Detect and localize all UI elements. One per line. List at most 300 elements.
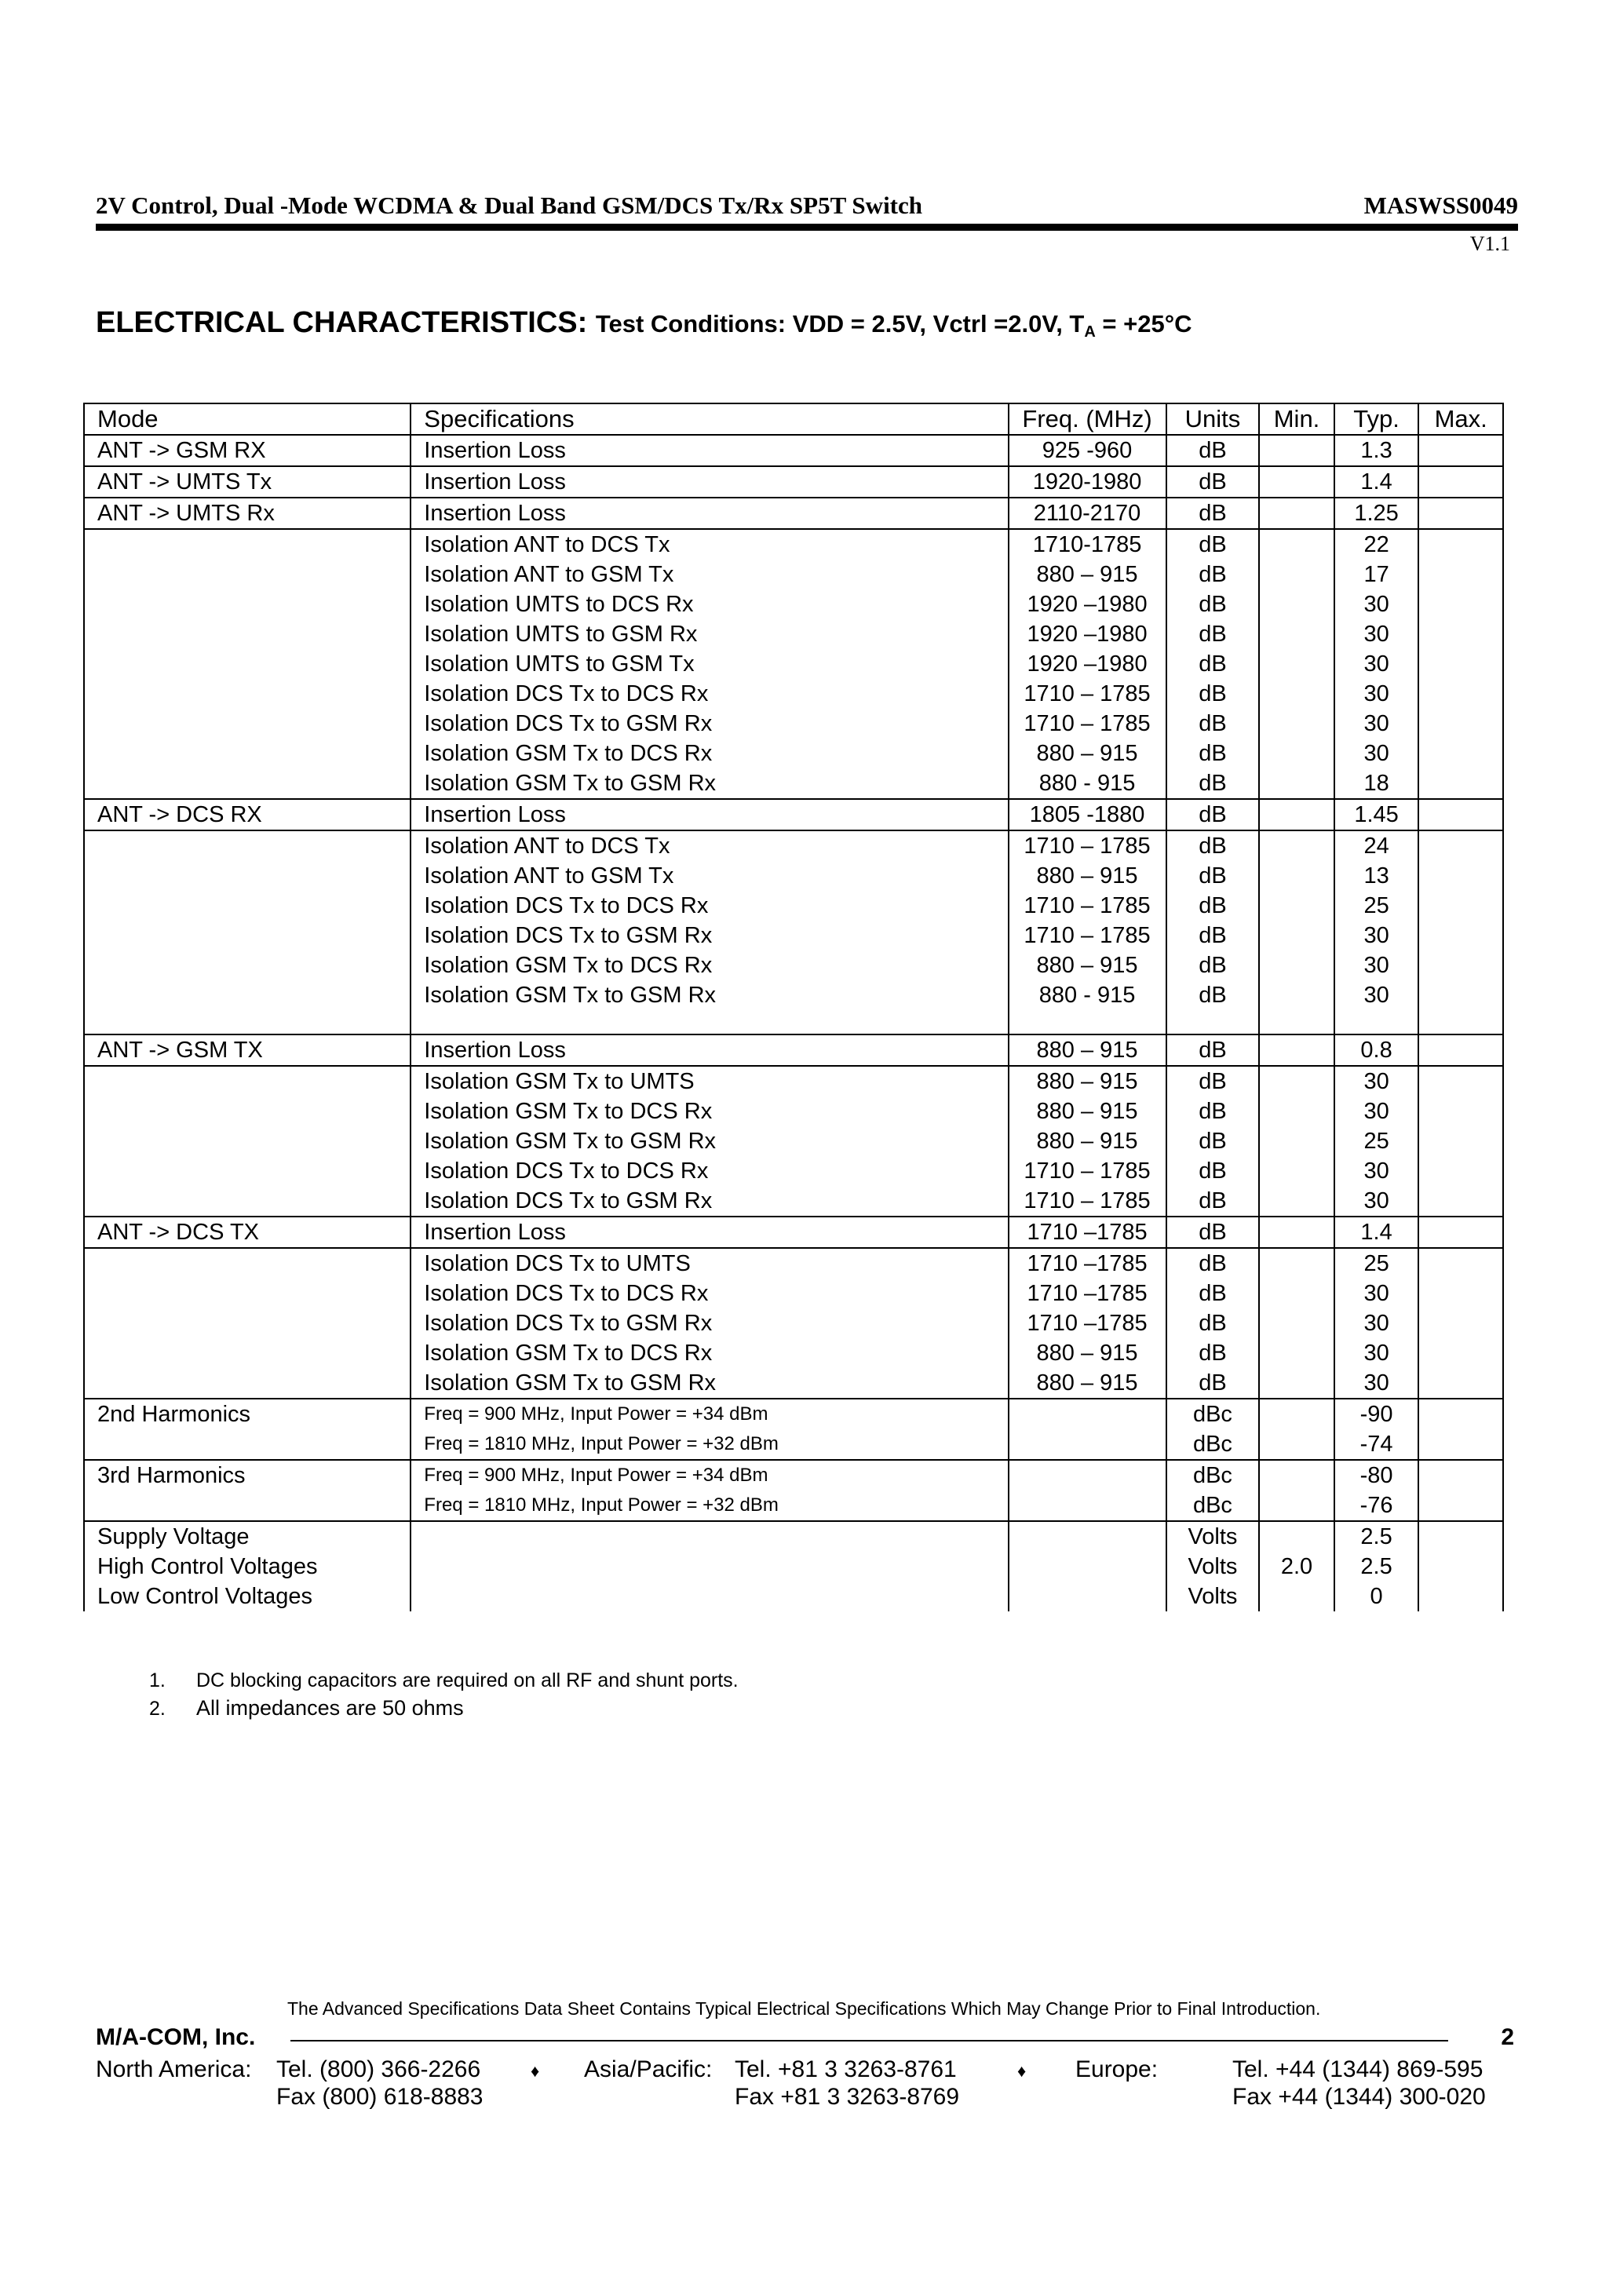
table-row bbox=[84, 1308, 1503, 1338]
cell-mode: ANT -> GSM RX bbox=[84, 435, 411, 466]
cell-freq bbox=[1009, 1429, 1166, 1460]
cell-mode bbox=[84, 980, 411, 1010]
cell-max bbox=[1418, 768, 1503, 799]
cell-freq: 880 - 915 bbox=[1009, 980, 1166, 1010]
cell-typ: 1.3 bbox=[1334, 435, 1419, 466]
cell-max bbox=[1418, 1552, 1503, 1582]
cell-max bbox=[1418, 1521, 1503, 1552]
table-row bbox=[84, 1186, 1503, 1217]
cell-units: dB bbox=[1166, 1096, 1260, 1126]
cell-units: dB bbox=[1166, 1034, 1260, 1066]
table-row bbox=[84, 1066, 1503, 1096]
cell-freq: 2110-2170 bbox=[1009, 498, 1166, 529]
table-row bbox=[84, 709, 1503, 739]
cell-mode bbox=[84, 709, 411, 739]
cell-specification: Isolation ANT to GSM Tx bbox=[411, 861, 1008, 891]
note-2: 2. All impedances are 50 ohms bbox=[149, 1696, 464, 1720]
cell-units: dBc bbox=[1166, 1399, 1260, 1429]
cell-specification: Isolation GSM Tx to DCS Rx bbox=[411, 950, 1008, 980]
cell-max bbox=[1418, 619, 1503, 649]
cell-units: dB bbox=[1166, 861, 1260, 891]
cell-specification: Freq = 900 MHz, Input Power = +34 dBm bbox=[411, 1399, 1008, 1429]
cell-typ: -76 bbox=[1334, 1490, 1419, 1521]
table-row bbox=[84, 529, 1503, 560]
cell-units: dB bbox=[1166, 1248, 1260, 1279]
cell-units: dB bbox=[1166, 830, 1260, 861]
table-header-row bbox=[84, 403, 1503, 435]
table-row bbox=[84, 1248, 1503, 1279]
cell-freq: 1710 –1785 bbox=[1009, 1308, 1166, 1338]
cell-typ: 0.8 bbox=[1334, 1034, 1419, 1066]
cell-typ: 1.4 bbox=[1334, 466, 1419, 498]
cell-specification: Freq = 1810 MHz, Input Power = +32 dBm bbox=[411, 1429, 1008, 1460]
cell-mode bbox=[84, 950, 411, 980]
cell-typ: 30 bbox=[1334, 950, 1419, 980]
cell-mode bbox=[84, 1126, 411, 1156]
cell-typ: 30 bbox=[1334, 589, 1419, 619]
cell-max bbox=[1418, 1217, 1503, 1248]
cell-units: dB bbox=[1166, 1126, 1260, 1156]
cell-units: dBc bbox=[1166, 1460, 1260, 1490]
cell-mode bbox=[84, 921, 411, 950]
cell-spacer bbox=[1009, 1010, 1166, 1034]
column-header-min: Min. bbox=[1259, 403, 1334, 435]
table-row bbox=[84, 1368, 1503, 1399]
cell-specification: Isolation DCS Tx to UMTS bbox=[411, 1248, 1008, 1279]
cell-max bbox=[1418, 1490, 1503, 1521]
cell-min bbox=[1259, 1399, 1334, 1429]
table-row bbox=[84, 1034, 1503, 1066]
cell-specification bbox=[411, 1552, 1008, 1582]
cell-specification: Insertion Loss bbox=[411, 1034, 1008, 1066]
cell-min bbox=[1259, 589, 1334, 619]
cell-units: dB bbox=[1166, 589, 1260, 619]
cell-typ: 18 bbox=[1334, 768, 1419, 799]
cell-mode: 3rd Harmonics bbox=[84, 1460, 411, 1490]
table-row bbox=[84, 861, 1503, 891]
cell-freq: 880 – 915 bbox=[1009, 1368, 1166, 1399]
section-title bbox=[96, 306, 1192, 341]
cell-typ: 0 bbox=[1334, 1582, 1419, 1611]
cell-freq bbox=[1009, 1552, 1166, 1582]
cell-mode bbox=[84, 649, 411, 679]
cell-spacer bbox=[1259, 1010, 1334, 1034]
cell-min bbox=[1259, 1521, 1334, 1552]
cell-spacer bbox=[1166, 1010, 1260, 1034]
cell-min bbox=[1259, 1156, 1334, 1186]
cell-specification: Insertion Loss bbox=[411, 1217, 1008, 1248]
cell-freq bbox=[1009, 1490, 1166, 1521]
table-row bbox=[84, 1521, 1503, 1552]
cell-min bbox=[1259, 679, 1334, 709]
cell-specification: Isolation ANT to GSM Tx bbox=[411, 560, 1008, 589]
cell-units: dB bbox=[1166, 649, 1260, 679]
cell-typ: 1.45 bbox=[1334, 799, 1419, 830]
cell-units: Volts bbox=[1166, 1582, 1260, 1611]
cell-min bbox=[1259, 1034, 1334, 1066]
cell-units: dBc bbox=[1166, 1490, 1260, 1521]
cell-freq bbox=[1009, 1521, 1166, 1552]
cell-specification: Freq = 1810 MHz, Input Power = +32 dBm bbox=[411, 1490, 1008, 1521]
column-header-typ: Typ. bbox=[1334, 403, 1419, 435]
cell-freq: 880 – 915 bbox=[1009, 739, 1166, 768]
cell-max bbox=[1418, 589, 1503, 619]
cell-mode: Supply Voltage bbox=[84, 1521, 411, 1552]
cell-freq: 1710 – 1785 bbox=[1009, 921, 1166, 950]
cell-specification: Isolation DCS Tx to DCS Rx bbox=[411, 891, 1008, 921]
cell-mode bbox=[84, 1308, 411, 1338]
cell-min bbox=[1259, 1429, 1334, 1460]
document-title: 2V Control, Dual -Mode WCDMA & Dual Band GSM/DCS Tx/Rx SP5T Switch bbox=[96, 192, 923, 219]
cell-max bbox=[1418, 921, 1503, 950]
table-row bbox=[84, 1582, 1503, 1611]
table-row bbox=[84, 1217, 1503, 1248]
cell-specification: Freq = 900 MHz, Input Power = +34 dBm bbox=[411, 1460, 1008, 1490]
cell-freq: 880 – 915 bbox=[1009, 1126, 1166, 1156]
cell-max bbox=[1418, 1368, 1503, 1399]
table-row bbox=[84, 1279, 1503, 1308]
cell-units: dB bbox=[1166, 1308, 1260, 1338]
cell-freq: 1710 –1785 bbox=[1009, 1279, 1166, 1308]
cell-freq: 1920 –1980 bbox=[1009, 619, 1166, 649]
cell-min bbox=[1259, 799, 1334, 830]
cell-typ: 30 bbox=[1334, 1279, 1419, 1308]
cell-typ: 30 bbox=[1334, 980, 1419, 1010]
column-header-freq: Freq. (MHz) bbox=[1009, 403, 1166, 435]
cell-spacer bbox=[1418, 1010, 1503, 1034]
cell-min bbox=[1259, 980, 1334, 1010]
table-row bbox=[84, 1096, 1503, 1126]
table-row bbox=[84, 1429, 1503, 1460]
cell-mode bbox=[84, 1429, 411, 1460]
cell-typ: 30 bbox=[1334, 1308, 1419, 1338]
cell-max bbox=[1418, 679, 1503, 709]
cell-units: Volts bbox=[1166, 1521, 1260, 1552]
asia-pacific-label: Asia/Pacific: bbox=[584, 2056, 713, 2082]
cell-specification: Isolation DCS Tx to DCS Rx bbox=[411, 1279, 1008, 1308]
table-row bbox=[84, 435, 1503, 466]
cell-freq: 880 – 915 bbox=[1009, 1066, 1166, 1096]
table-row bbox=[84, 1156, 1503, 1186]
cell-specification: Isolation GSM Tx to DCS Rx bbox=[411, 739, 1008, 768]
cell-freq: 1710 – 1785 bbox=[1009, 1156, 1166, 1186]
north-america-tel: Tel. (800) 366-2266 bbox=[276, 2056, 481, 2082]
cell-typ: 30 bbox=[1334, 1156, 1419, 1186]
cell-specification: Isolation GSM Tx to GSM Rx bbox=[411, 1126, 1008, 1156]
cell-spacer bbox=[411, 1010, 1008, 1034]
cell-units: dB bbox=[1166, 498, 1260, 529]
cell-specification: Insertion Loss bbox=[411, 466, 1008, 498]
cell-units: dB bbox=[1166, 980, 1260, 1010]
table-row bbox=[84, 830, 1503, 861]
table-row bbox=[84, 1399, 1503, 1429]
cell-max bbox=[1418, 1034, 1503, 1066]
cell-units: dB bbox=[1166, 950, 1260, 980]
cell-mode bbox=[84, 861, 411, 891]
cell-spacer bbox=[1334, 1010, 1419, 1034]
cell-min bbox=[1259, 861, 1334, 891]
cell-max bbox=[1418, 1399, 1503, 1429]
cell-mode bbox=[84, 589, 411, 619]
cell-freq bbox=[1009, 1460, 1166, 1490]
cell-freq: 1920-1980 bbox=[1009, 466, 1166, 498]
page-number: 2 bbox=[1501, 2024, 1514, 2050]
cell-typ: 30 bbox=[1334, 679, 1419, 709]
cell-units: Volts bbox=[1166, 1552, 1260, 1582]
cell-max bbox=[1418, 1279, 1503, 1308]
cell-min bbox=[1259, 1338, 1334, 1368]
cell-min bbox=[1259, 1096, 1334, 1126]
cell-typ: 30 bbox=[1334, 709, 1419, 739]
column-header-units: Units bbox=[1166, 403, 1260, 435]
cell-freq: 880 - 915 bbox=[1009, 768, 1166, 799]
cell-freq: 880 – 915 bbox=[1009, 950, 1166, 980]
cell-min bbox=[1259, 560, 1334, 589]
table-row bbox=[84, 799, 1503, 830]
cell-min bbox=[1259, 619, 1334, 649]
cell-units: dB bbox=[1166, 560, 1260, 589]
cell-min: 2.0 bbox=[1259, 1552, 1334, 1582]
cell-typ: 30 bbox=[1334, 921, 1419, 950]
table-row bbox=[84, 921, 1503, 950]
cell-typ: 30 bbox=[1334, 739, 1419, 768]
cell-specification bbox=[411, 1582, 1008, 1611]
cell-units: dB bbox=[1166, 768, 1260, 799]
cell-mode bbox=[84, 830, 411, 861]
cell-typ: 2.5 bbox=[1334, 1552, 1419, 1582]
table-row bbox=[84, 679, 1503, 709]
cell-specification bbox=[411, 1521, 1008, 1552]
cell-mode bbox=[84, 619, 411, 649]
cell-mode: ANT -> DCS TX bbox=[84, 1217, 411, 1248]
cell-specification: Isolation DCS Tx to GSM Rx bbox=[411, 709, 1008, 739]
cell-typ: 30 bbox=[1334, 649, 1419, 679]
cell-min bbox=[1259, 768, 1334, 799]
cell-typ: 25 bbox=[1334, 891, 1419, 921]
cell-max bbox=[1418, 1096, 1503, 1126]
cell-freq: 1710 – 1785 bbox=[1009, 679, 1166, 709]
column-header-mode: Mode bbox=[84, 403, 411, 435]
cell-specification: Isolation DCS Tx to DCS Rx bbox=[411, 679, 1008, 709]
cell-typ: 1.25 bbox=[1334, 498, 1419, 529]
footer-rule bbox=[290, 2040, 1448, 2041]
cell-specification: Insertion Loss bbox=[411, 435, 1008, 466]
cell-min bbox=[1259, 1126, 1334, 1156]
cell-min bbox=[1259, 1308, 1334, 1338]
cell-units: dB bbox=[1166, 1066, 1260, 1096]
cell-specification: Isolation GSM Tx to GSM Rx bbox=[411, 1368, 1008, 1399]
cell-min bbox=[1259, 1279, 1334, 1308]
cell-freq: 1805 -1880 bbox=[1009, 799, 1166, 830]
cell-freq: 1710 –1785 bbox=[1009, 1217, 1166, 1248]
company-name: M/A-COM, Inc. bbox=[96, 2024, 256, 2050]
cell-specification: Insertion Loss bbox=[411, 799, 1008, 830]
cell-typ: 24 bbox=[1334, 830, 1419, 861]
cell-typ: 22 bbox=[1334, 529, 1419, 560]
cell-min bbox=[1259, 1248, 1334, 1279]
europe-tel: Tel. +44 (1344) 869-595 bbox=[1232, 2056, 1483, 2082]
table-row bbox=[84, 589, 1503, 619]
cell-min bbox=[1259, 739, 1334, 768]
cell-mode bbox=[84, 1186, 411, 1217]
cell-units: dB bbox=[1166, 709, 1260, 739]
table-row bbox=[84, 619, 1503, 649]
cell-mode bbox=[84, 1156, 411, 1186]
cell-freq: 1710 –1785 bbox=[1009, 1248, 1166, 1279]
cell-mode: 2nd Harmonics bbox=[84, 1399, 411, 1429]
cell-max bbox=[1418, 529, 1503, 560]
cell-typ: 30 bbox=[1334, 1096, 1419, 1126]
cell-units: dB bbox=[1166, 435, 1260, 466]
cell-specification: Isolation ANT to DCS Tx bbox=[411, 529, 1008, 560]
table-row bbox=[84, 1490, 1503, 1521]
asia-pacific-fax: Fax +81 3 3263-8769 bbox=[735, 2084, 960, 2110]
cell-typ: 25 bbox=[1334, 1248, 1419, 1279]
cell-mode bbox=[84, 1279, 411, 1308]
cell-freq: 880 – 915 bbox=[1009, 1096, 1166, 1126]
cell-max bbox=[1418, 980, 1503, 1010]
column-header-specifications: Specifications bbox=[411, 403, 1008, 435]
cell-units: dB bbox=[1166, 1368, 1260, 1399]
cell-mode bbox=[84, 768, 411, 799]
north-america-fax: Fax (800) 618-8883 bbox=[276, 2084, 484, 2110]
cell-min bbox=[1259, 1217, 1334, 1248]
cell-mode bbox=[84, 529, 411, 560]
cell-max bbox=[1418, 861, 1503, 891]
table-row bbox=[84, 1552, 1503, 1582]
cell-units: dB bbox=[1166, 891, 1260, 921]
cell-freq bbox=[1009, 1582, 1166, 1611]
table-row bbox=[84, 466, 1503, 498]
cell-min bbox=[1259, 830, 1334, 861]
cell-freq: 880 – 915 bbox=[1009, 861, 1166, 891]
cell-min bbox=[1259, 529, 1334, 560]
cell-freq: 1710-1785 bbox=[1009, 529, 1166, 560]
cell-specification: Isolation UMTS to GSM Rx bbox=[411, 619, 1008, 649]
cell-typ: 17 bbox=[1334, 560, 1419, 589]
cell-specification: Isolation GSM Tx to GSM Rx bbox=[411, 768, 1008, 799]
cell-max bbox=[1418, 1066, 1503, 1096]
cell-mode: Low Control Voltages bbox=[84, 1582, 411, 1611]
cell-units: dB bbox=[1166, 799, 1260, 830]
cell-specification: Isolation DCS Tx to DCS Rx bbox=[411, 1156, 1008, 1186]
cell-max bbox=[1418, 466, 1503, 498]
cell-max bbox=[1418, 1308, 1503, 1338]
cell-max bbox=[1418, 709, 1503, 739]
note-1: 1. DC blocking capacitors are required on all RF and shunt ports. bbox=[149, 1669, 739, 1691]
cell-min bbox=[1259, 649, 1334, 679]
cell-min bbox=[1259, 709, 1334, 739]
header-rule bbox=[96, 224, 1518, 231]
cell-units: dBc bbox=[1166, 1429, 1260, 1460]
table-row bbox=[84, 980, 1503, 1010]
cell-spacer bbox=[84, 1010, 411, 1034]
cell-freq: 880 – 915 bbox=[1009, 560, 1166, 589]
table-row bbox=[84, 950, 1503, 980]
cell-units: dB bbox=[1166, 1338, 1260, 1368]
cell-specification: Isolation GSM Tx to UMTS bbox=[411, 1066, 1008, 1096]
cell-max bbox=[1418, 649, 1503, 679]
cell-min bbox=[1259, 950, 1334, 980]
cell-min bbox=[1259, 1066, 1334, 1096]
cell-max bbox=[1418, 1429, 1503, 1460]
cell-max bbox=[1418, 1126, 1503, 1156]
bullet-icon: ♦ bbox=[1017, 2061, 1027, 2081]
cell-min bbox=[1259, 1368, 1334, 1399]
cell-mode: High Control Voltages bbox=[84, 1552, 411, 1582]
cell-units: dB bbox=[1166, 739, 1260, 768]
section-heading: ELECTRICAL CHARACTERISTICS: bbox=[96, 306, 588, 339]
cell-typ: -80 bbox=[1334, 1460, 1419, 1490]
north-america-label: North America: bbox=[96, 2056, 252, 2082]
cell-typ: 13 bbox=[1334, 861, 1419, 891]
cell-typ: 1.4 bbox=[1334, 1217, 1419, 1248]
cell-specification: Isolation UMTS to GSM Tx bbox=[411, 649, 1008, 679]
cell-freq: 925 -960 bbox=[1009, 435, 1166, 466]
cell-max bbox=[1418, 1582, 1503, 1611]
test-conditions: Test Conditions: VDD = 2.5V, Vctrl =2.0V, $T_A = +25^\circ C$ bbox=[595, 310, 1192, 341]
table-row bbox=[84, 739, 1503, 768]
table-row bbox=[84, 649, 1503, 679]
cell-max bbox=[1418, 950, 1503, 980]
cell-specification: Isolation GSM Tx to DCS Rx bbox=[411, 1338, 1008, 1368]
cell-max bbox=[1418, 498, 1503, 529]
cell-max bbox=[1418, 1248, 1503, 1279]
cell-mode bbox=[84, 891, 411, 921]
cell-mode bbox=[84, 1490, 411, 1521]
cell-specification: Isolation GSM Tx to GSM Rx bbox=[411, 980, 1008, 1010]
cell-min bbox=[1259, 1186, 1334, 1217]
cell-units: dB bbox=[1166, 1186, 1260, 1217]
table-row bbox=[84, 768, 1503, 799]
cell-mode: ANT -> GSM TX bbox=[84, 1034, 411, 1066]
cell-min bbox=[1259, 466, 1334, 498]
cell-max bbox=[1418, 830, 1503, 861]
electrical-characteristics-table bbox=[83, 403, 1504, 1611]
cell-min bbox=[1259, 1460, 1334, 1490]
cell-mode bbox=[84, 1066, 411, 1096]
cell-typ: 30 bbox=[1334, 1368, 1419, 1399]
cell-mode bbox=[84, 560, 411, 589]
cell-max bbox=[1418, 1156, 1503, 1186]
cell-specification: Isolation UMTS to DCS Rx bbox=[411, 589, 1008, 619]
europe-fax: Fax +44 (1344) 300-020 bbox=[1232, 2084, 1486, 2110]
cell-min bbox=[1259, 435, 1334, 466]
cell-mode bbox=[84, 1248, 411, 1279]
cell-specification: Isolation ANT to DCS Tx bbox=[411, 830, 1008, 861]
cell-max bbox=[1418, 1338, 1503, 1368]
cell-specification: Isolation DCS Tx to GSM Rx bbox=[411, 1308, 1008, 1338]
cell-freq: 1710 – 1785 bbox=[1009, 891, 1166, 921]
cell-typ: -90 bbox=[1334, 1399, 1419, 1429]
table-row bbox=[84, 891, 1503, 921]
cell-min bbox=[1259, 1582, 1334, 1611]
cell-min bbox=[1259, 1490, 1334, 1521]
cell-typ: 30 bbox=[1334, 1066, 1419, 1096]
cell-max bbox=[1418, 435, 1503, 466]
table-row bbox=[84, 560, 1503, 589]
bullet-icon: ♦ bbox=[531, 2061, 540, 2081]
cell-units: dB bbox=[1166, 921, 1260, 950]
cell-freq: 1920 –1980 bbox=[1009, 589, 1166, 619]
cell-mode: ANT -> UMTS Rx bbox=[84, 498, 411, 529]
cell-max bbox=[1418, 799, 1503, 830]
cell-freq: 880 – 915 bbox=[1009, 1034, 1166, 1066]
cell-typ: 30 bbox=[1334, 1338, 1419, 1368]
table-row bbox=[84, 1338, 1503, 1368]
cell-units: dB bbox=[1166, 1279, 1260, 1308]
cell-units: dB bbox=[1166, 529, 1260, 560]
